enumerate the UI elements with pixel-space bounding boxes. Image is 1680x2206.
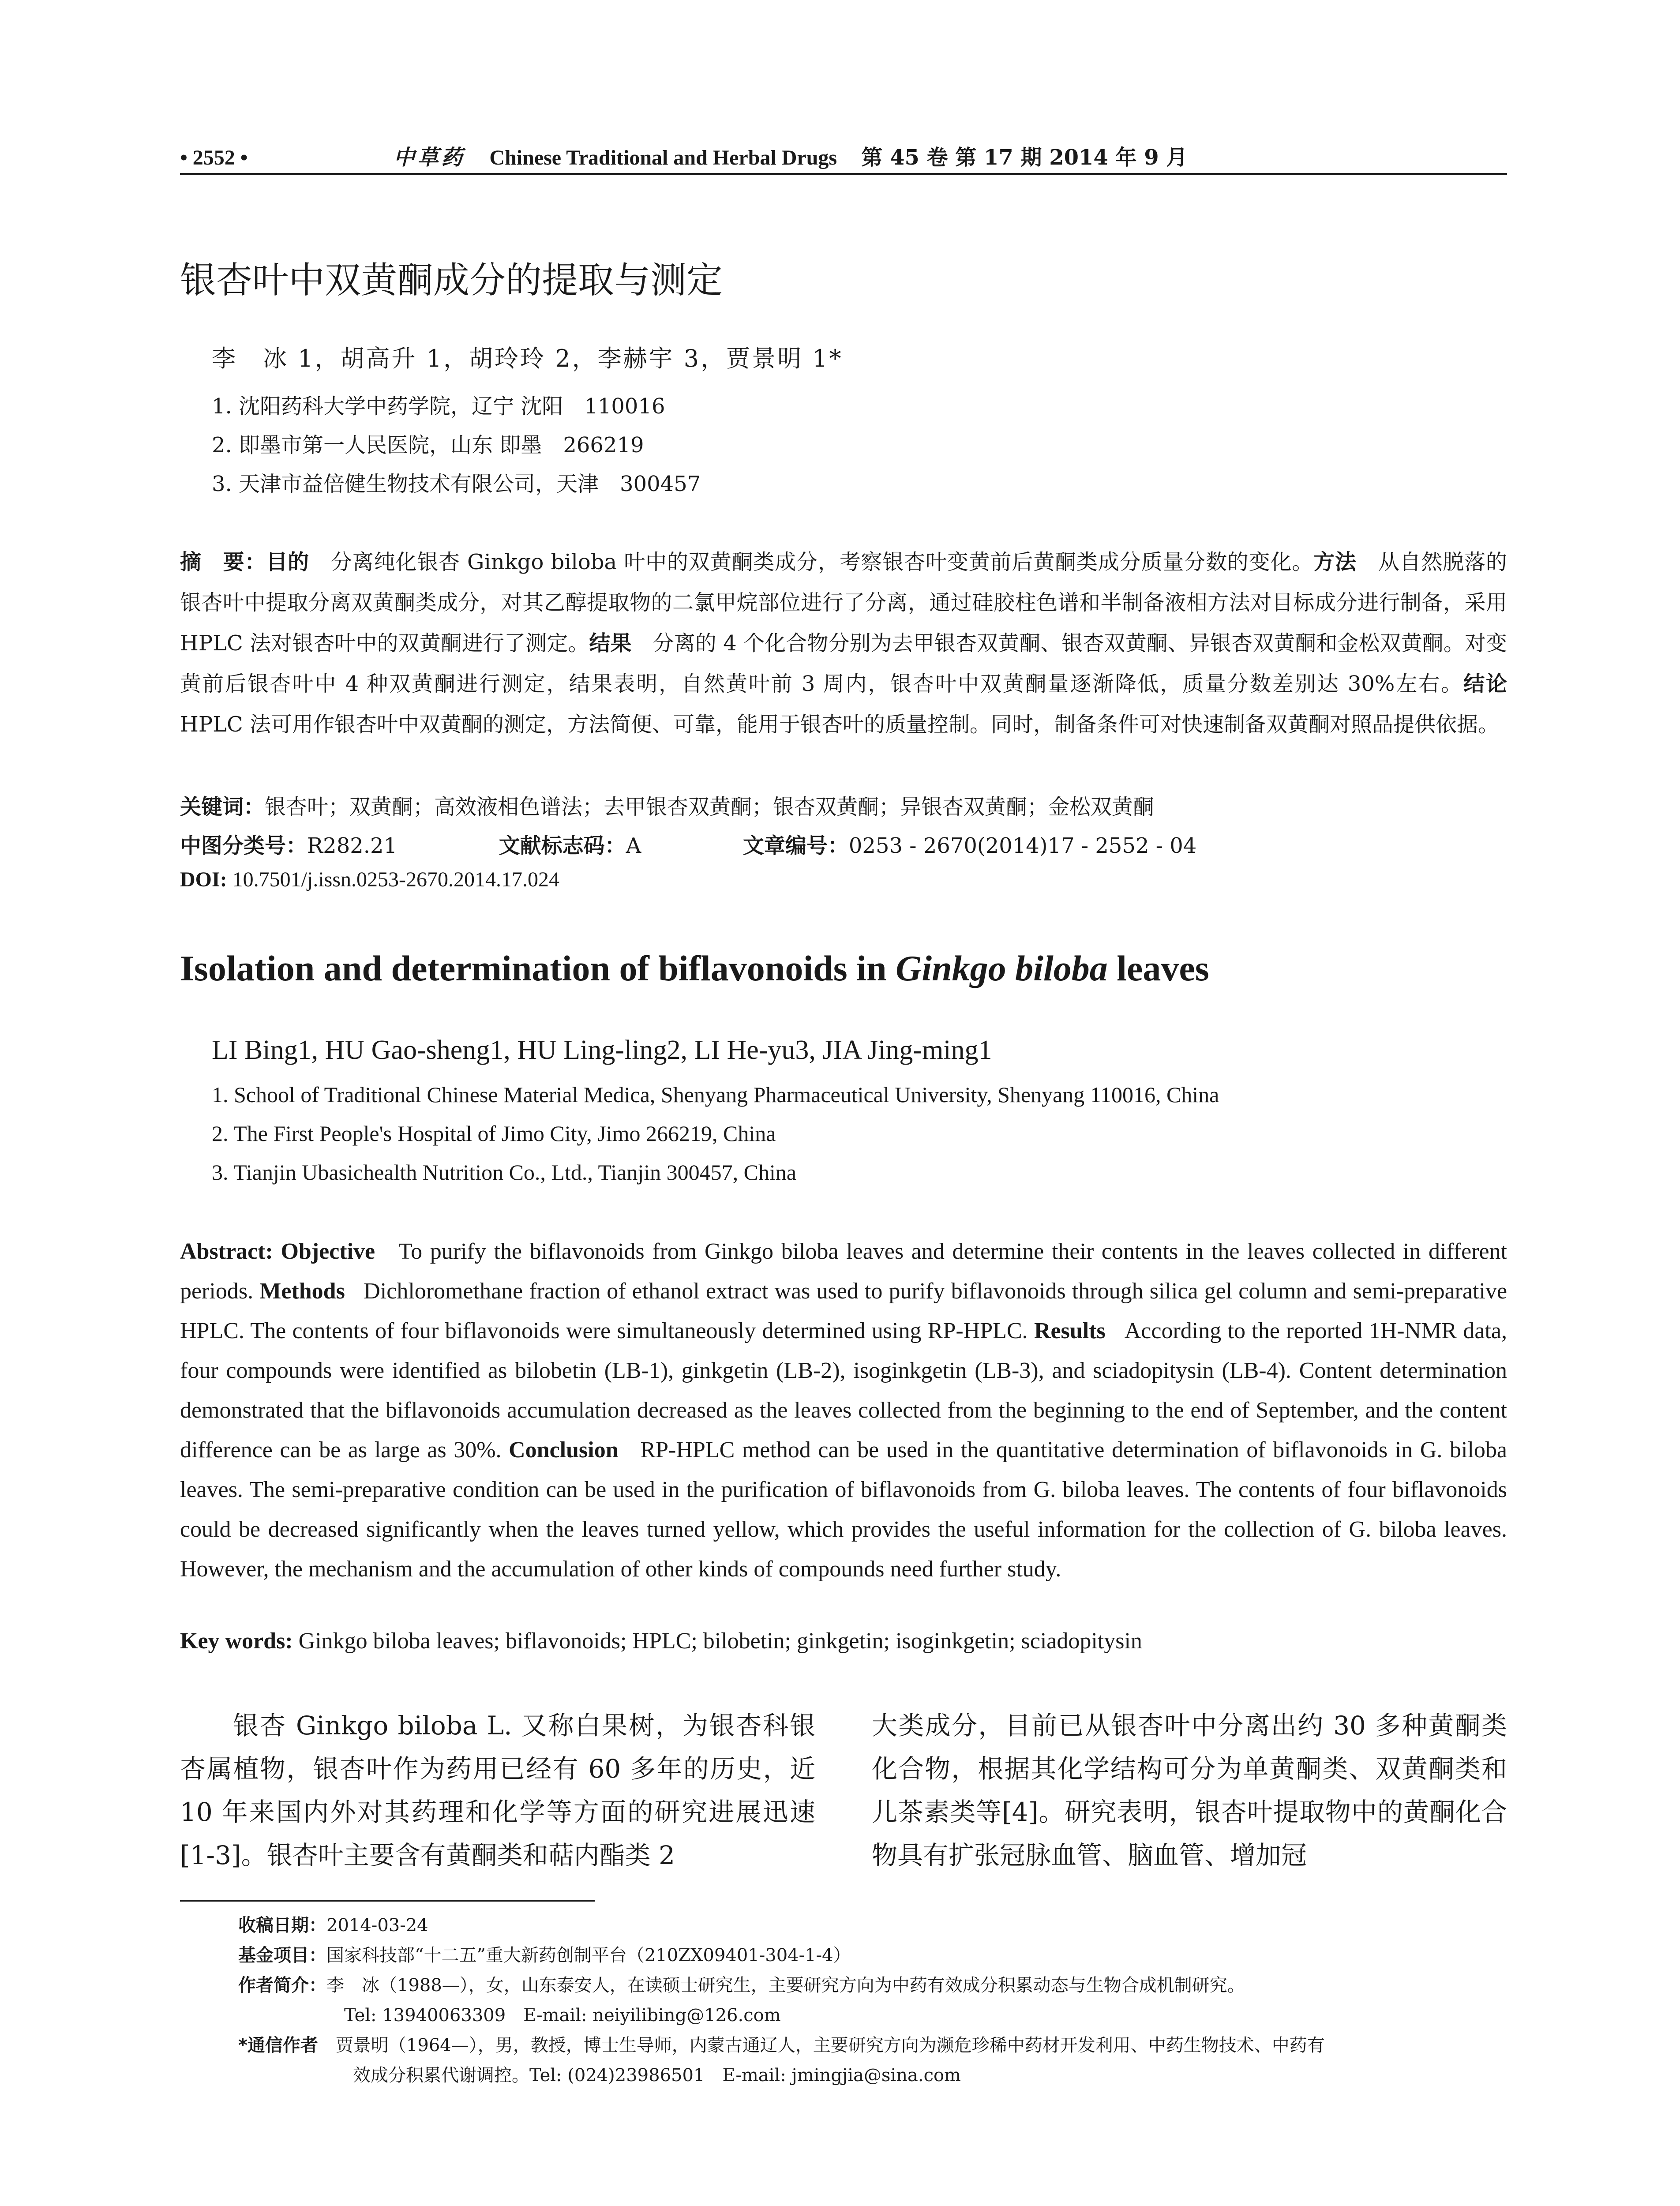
article-no-value: 0253 - 2670(2014)17 - 2552 - 04 <box>848 833 1197 858</box>
header-rule <box>180 173 1507 175</box>
zh-keywords-row <box>180 790 1154 820</box>
zh-conclusion: HPLC 法可用作银杏叶中双黄酮的测定，方法简便、可靠，能用于银杏叶的质量控制。同时，制备条件可对快速制备双黄酮对照品提供依据。 <box>180 712 1500 737</box>
en-title <box>180 948 1209 989</box>
doi-row <box>180 867 559 892</box>
footnote-received <box>238 1911 428 1936</box>
zh-objective-label: 目的 <box>266 550 310 574</box>
en-objective: To purify the biflavonoids from Ginkgo biloba leaves and determine their contents in the leaves collected in different periods. <box>180 1239 1508 1304</box>
zh-affiliation-3: 3. 天津市益倍健生物技术有限公司，天津 300457 <box>212 472 701 496</box>
zh-methods: 从自然脱落的银杏叶中提取分离双黄酮类成分，对其乙醇提取物的二氯甲烷部位进行了分离，通过硅胶柱色谱和半制备液相方法对目标成分进行制备，采用 HPLC 法对银杏叶中的双黄酮进行了测定。 <box>180 550 1507 656</box>
zh-objective: 分离纯化银杏 Ginkgo biloba 叶中的双黄酮类成分，考察银杏叶变黄前后黄酮类成分质量分数的变化。 <box>330 550 1314 574</box>
article-no-label: 文章编号： <box>742 833 849 858</box>
zh-keywords: 银杏叶；双黄酮；高效液相色谱法；去甲银杏双黄酮；银杏双黄酮；异银杏双黄酮；金松双黄酮 <box>265 795 1155 819</box>
body-column-right: 大类成分，目前已从银杏叶中分离出约 30 多种黄酮类化合物，根据其化学结构可分为单黄酮类、双黄酮类和儿茶素类等[4]。研究表明，银杏叶提取物中的黄酮化合物具有扩张冠脉血管、脑血管、增加冠 <box>872 1711 1507 1870</box>
en-methods: Dichloromethane fraction of ethanol extract was used to purify biflavonoids through silica gel column and semi-preparative HPLC. The contents of four biflavonoids were simultaneously determined using RP-HPLC. <box>180 1279 1508 1343</box>
footnote-fund <box>238 1941 851 1966</box>
doi-value: 10.7501/j.issn.0253-2670.2014.17.024 <box>232 868 560 891</box>
footnote-rule <box>180 1900 595 1902</box>
journal-logo: 中草药 <box>394 145 465 170</box>
corresponding-contact: 效成分积累代谢调控。Tel: (024)23986501 E-mail: jmingjia@sina.com <box>353 2065 961 2086</box>
author-bio: 李 冰（1988—），女，山东泰安人，在读硕士研究生，主要研究方向为中药有效成分积累动态与生物合成机制研究。 <box>326 1975 1245 1996</box>
en-keywords: Ginkgo biloba leaves; biflavonoids; HPLC; bilobetin; ginkgetin; isoginkgetin; sciadopitysin <box>298 1628 1142 1654</box>
received-label: 收稿日期： <box>238 1915 326 1936</box>
author-bio-label: 作者简介： <box>238 1975 326 1996</box>
footnote-corresponding <box>238 2031 1325 2056</box>
footnote-author <box>238 1971 1245 1996</box>
corresponding-bio: 贾景明（1964—），男，教授，博士生导师，内蒙古通辽人，主要研究方向为濒危珍稀中药材开发利用、中药生物技术、中药有 <box>335 2035 1325 2056</box>
clc-value: R282.21 <box>307 833 398 858</box>
en-affiliation-2: 2. The First People's Hospital of Jimo City, Jimo 266219, China <box>212 1121 776 1146</box>
author-contact: Tel: 13940063309 E-mail: neiyilibing@126.com <box>344 2005 781 2026</box>
fund-text: 国家科技部“十二五”重大新药创制平台（210ZX09401-304-1-4） <box>326 1945 851 1966</box>
body-column-left: 银杏 Ginkgo biloba L. 又称白果树，为银杏科银杏属植物，银杏叶作为药用已经有 60 多年的历史，近 10 年来国内外对其药理和化学等方面的研究进展迅速[1-3]。银杏叶主要含有黄酮类和萜内酯类 2 <box>180 1711 815 1870</box>
zh-affiliation-1: 1. 沈阳药科大学中药学院，辽宁 沈阳 110016 <box>212 394 665 419</box>
en-results: According to the reported 1H-NMR data, four compounds were identified as bilobetin (LB-1), ginkgetin (LB-2), isoginkgetin (LB-3), and sciadopitysin (LB-4). Content determination demonstrated that the biflavonoids accumulation decreased as the leaves collected from the beginning to the end of September, and the content difference can be as large as 30%. <box>180 1318 1508 1463</box>
doi-label: DOI: <box>180 868 227 891</box>
en-title-part-1: Isolation and determination of biflavonoids in <box>180 948 896 988</box>
doc-code-label: 文献标志码： <box>499 833 626 858</box>
en-affiliation-1: 1. School of Traditional Chinese Material Medica, Shenyang Pharmaceutical University, Shenyang 110016, China <box>212 1082 1219 1107</box>
received-date: 2014-03-24 <box>326 1915 428 1936</box>
en-title-part-2: leaves <box>1107 948 1209 988</box>
zh-keywords-label: 关键词： <box>180 795 265 819</box>
zh-methods-label: 方法 <box>1313 550 1357 574</box>
en-abstract <box>180 1232 1507 1589</box>
zh-title: 银杏叶中双黄酮成分的提取与测定 <box>180 259 723 301</box>
zh-authors: 李 冰 1，胡高升 1，胡玲玲 2，李赫宇 3，贾景明 1* <box>212 345 843 372</box>
en-conclusion: RP-HPLC method can be used in the quantitative determination of biflavonoids in G. biloba leaves. The semi-preparative condition can be used in the purification of biflavonoids from G. biloba leaves. The contents of four biflavonoids could be decreased significantly when the leaves turned yellow, which provides the useful information for the collection of G. biloba leaves. However, the mechanism and the accumulation of other kinds of compounds need further study. <box>180 1437 1508 1582</box>
zh-affiliation-2: 2. 即墨市第一人民医院，山东 即墨 266219 <box>212 433 644 458</box>
corresponding-label: *通信作者 <box>238 2035 318 2056</box>
en-affiliation-3: 3. Tianjin Ubasichealth Nutrition Co., Ltd., Tianjin 300457, China <box>212 1160 797 1185</box>
en-abstract-label: Abstract: Objective <box>180 1239 375 1264</box>
running-header <box>180 140 1187 171</box>
zh-results: 分离的 4 个化合物分别为去甲银杏双黄酮、银杏双黄酮、异银杏双黄酮和金松双黄酮。对变黄前后银杏叶中 4 种双黄酮进行测定，结果表明，自然黄叶前 3 周内，银杏叶中双黄酮量逐渐降低，质量分数差别达 30%左右。 <box>180 631 1507 696</box>
en-conclusion-label: Conclusion <box>509 1437 619 1463</box>
en-methods-label: Methods <box>259 1279 345 1304</box>
zh-conclusion-label: 结论 <box>1463 672 1507 696</box>
doc-code-value: A <box>626 833 641 858</box>
zh-abstract-label: 摘 要： <box>180 550 266 574</box>
fund-label: 基金项目： <box>238 1945 326 1966</box>
en-authors: LI Bing1, HU Gao-sheng1, HU Ling-ling2, LI He-yu3, JIA Jing-ming1 <box>212 1035 992 1065</box>
page-number: • 2552 • <box>180 146 248 169</box>
en-title-species: Ginkgo biloba <box>896 948 1108 988</box>
en-keywords-row <box>180 1628 1142 1654</box>
zh-abstract <box>180 542 1507 745</box>
clc-label: 中图分类号： <box>180 833 308 858</box>
journal-name: Chinese Traditional and Herbal Drugs <box>489 146 837 169</box>
en-keywords-label: Key words: <box>180 1628 293 1654</box>
journal-issue: 第 45 卷 第 17 期 2014 年 9 月 <box>861 145 1188 170</box>
en-results-label: Results <box>1034 1318 1106 1343</box>
zh-classification-row <box>180 829 1196 859</box>
zh-results-label: 结果 <box>589 631 632 656</box>
